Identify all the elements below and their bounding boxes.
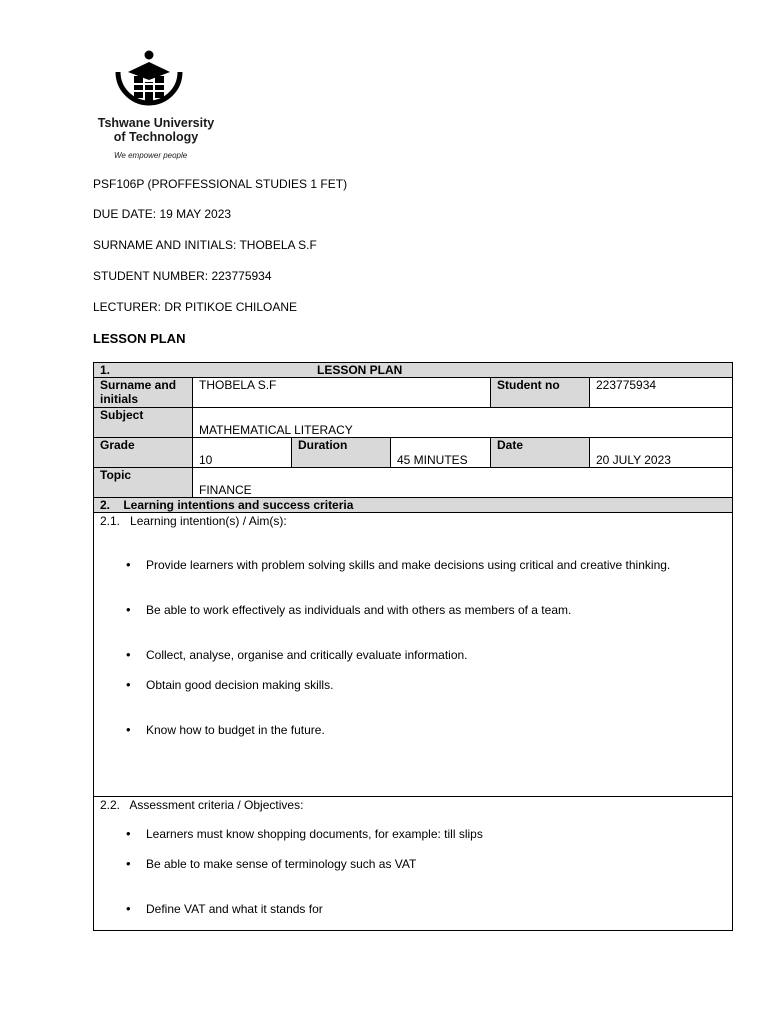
surname-initials: SURNAME AND INITIALS: THOBELA S.F xyxy=(93,238,317,252)
student-no-label: Student no xyxy=(491,378,590,408)
student-number: STUDENT NUMBER: 223775934 xyxy=(93,269,272,283)
surname-value: THOBELA S.F xyxy=(193,378,491,408)
date-value: 20 JULY 2023 xyxy=(590,438,733,468)
grade-label: Grade xyxy=(94,438,193,468)
due-date: DUE DATE: 19 MAY 2023 xyxy=(93,207,232,221)
logo-emblem-icon xyxy=(114,50,184,112)
surname-label: Surname and initials xyxy=(94,378,193,408)
list-item: • Learners must know shopping documents, for example: till slips xyxy=(100,827,726,841)
list-item: • Provide learners with problem solving skills and make decisions using critical and creative thinking. xyxy=(100,558,726,572)
page-heading: LESSON PLAN xyxy=(93,331,186,346)
student-no-value: 223775934 xyxy=(590,378,733,408)
intentions-list xyxy=(100,558,726,737)
lecturer: LECTURER: DR PITIKOE CHILOANE xyxy=(93,300,298,314)
table-row xyxy=(94,408,733,438)
list-item: • Obtain good decision making skills. xyxy=(100,678,726,692)
duration-value: 45 MINUTES xyxy=(391,438,491,468)
table-row xyxy=(94,797,733,931)
table-title-cell xyxy=(94,363,733,378)
university-name: Tshwane University of Technology xyxy=(97,116,215,144)
list-item: • Know how to budget in the future. xyxy=(100,723,726,737)
criteria-list xyxy=(100,827,726,916)
date-label: Date xyxy=(491,438,590,468)
table-row xyxy=(94,468,733,498)
list-item: • Define VAT and what it stands for xyxy=(100,902,726,916)
grade-value: 10 xyxy=(193,438,292,468)
subject-value: MATHEMATICAL LITERACY xyxy=(193,408,733,438)
table-row xyxy=(94,438,733,468)
criteria-label: 2.2. Assessment criteria / Objectives: xyxy=(100,798,304,812)
topic-value: FINANCE xyxy=(193,468,733,498)
university-tagline: We empower people xyxy=(114,151,188,160)
list-item: • Be able to work effectively as individuals and with others as members of a team. xyxy=(100,603,726,617)
list-item: • Be able to make sense of terminology such as VAT xyxy=(100,857,726,871)
topic-label: Topic xyxy=(94,468,193,498)
list-item: • Collect, analyse, organise and critically evaluate information. xyxy=(100,648,726,662)
criteria-cell xyxy=(94,797,733,931)
duration-label: Duration xyxy=(292,438,391,468)
intentions-cell xyxy=(94,513,733,797)
table-row xyxy=(94,498,733,513)
table-row xyxy=(94,378,733,408)
table-row xyxy=(94,363,733,378)
module-code: PSF106P (PROFFESSIONAL STUDIES 1 FET) xyxy=(93,177,348,191)
table-title: LESSON PLAN xyxy=(317,363,403,377)
university-logo xyxy=(92,50,232,164)
table-row xyxy=(94,513,733,797)
intentions-label: 2.1. Learning intention(s) / Aim(s): xyxy=(100,514,287,528)
subject-label: Subject xyxy=(94,408,193,438)
section-2-heading: 2. Learning intentions and success criteria xyxy=(94,498,733,513)
section-number: 1. xyxy=(100,363,111,377)
lesson-plan-table xyxy=(93,362,733,931)
